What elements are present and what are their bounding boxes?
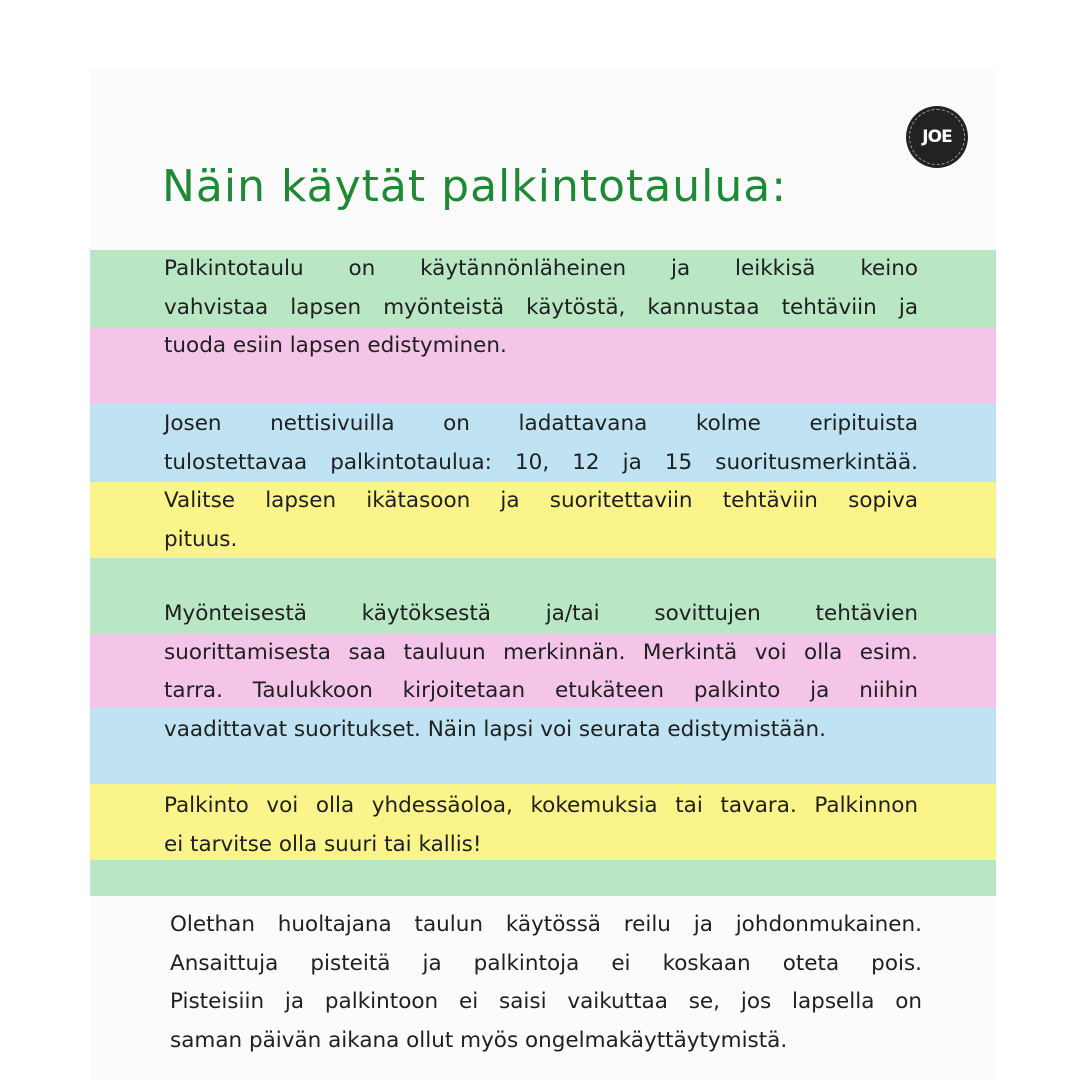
paragraph-line: Palkintotaulu on käytännönläheinen ja leikkisä keino <box>164 256 918 281</box>
logo-mark: JOE <box>922 126 952 147</box>
organization-logo <box>906 106 968 168</box>
paragraph-line: pituus. <box>164 526 238 552</box>
paragraph-line: tuoda esiin lapsen edistyminen. <box>164 333 507 358</box>
page-title: Näin käytät palkintotaulua: <box>162 161 788 212</box>
paragraph <box>164 250 918 366</box>
paragraph-line: ei tarvitse olla suuri tai kallis! <box>164 831 482 857</box>
paragraph-line: tarra. Taulukkoon kirjoitetaan etukäteen palkinto ja niihin <box>164 678 918 703</box>
paragraph-line: vaadittavat suoritukset. Näin lapsi voi seurata edistymistään. <box>164 716 826 742</box>
paragraph-line: vahvistaa lapsen myönteistä käytöstä, kannustaa tehtäviin ja <box>164 294 918 320</box>
paragraph-line: Josen nettisivuilla on ladattavana kolme eripituista <box>164 411 918 436</box>
paragraph <box>170 906 922 1060</box>
paragraph-line: Olethan huoltajana taulun käytössä reilu ja johdonmukainen. <box>170 912 922 937</box>
paragraph-line: tulostettavaa palkintotaulua: 10, 12 ja 15 suoritusmerkintää. <box>164 449 918 475</box>
paragraph-line: Ansaittuja pisteitä ja palkintoja ei koskaan oteta pois. <box>170 950 922 976</box>
paragraph <box>164 405 918 559</box>
green-band <box>90 860 996 896</box>
paragraph-line: Palkinto voi olla yhdessäoloa, kokemuksia tai tavara. Palkinnon <box>164 793 918 818</box>
paragraph-line: Valitse lapsen ikätasoon ja suoritettaviin tehtäviin sopiva <box>164 488 918 513</box>
paragraph-line: suorittamisesta saa tauluun merkinnän. Merkintä voi olla esim. <box>164 639 918 665</box>
paragraph-line: Pisteisiin ja palkintoon ei saisi vaikuttaa se, jos lapsella on <box>170 989 922 1014</box>
logo-ring-icon <box>909 109 965 165</box>
paragraph <box>164 595 918 749</box>
paragraph-line: Myönteisestä käytöksestä ja/tai sovittujen tehtävien <box>164 601 918 626</box>
paragraph-line: saman päivän aikana ollut myös ongelmakäyttäytymistä. <box>170 1027 788 1053</box>
paragraph <box>164 787 918 864</box>
